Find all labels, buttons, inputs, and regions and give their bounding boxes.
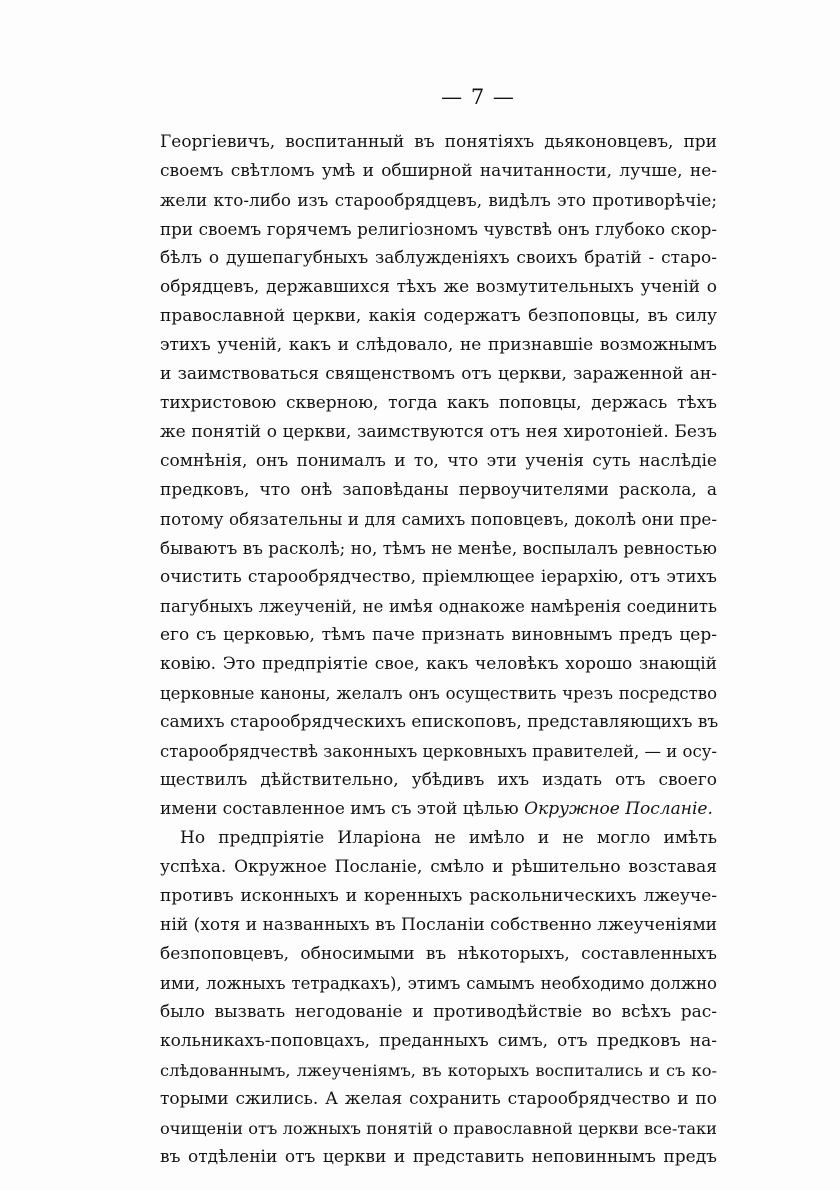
text-line: ими, ложныхъ тетрадкахъ), этимъ самымъ необходимо должно: [160, 974, 717, 993]
text-line: очистить старообрядчество, пріемлющее іерархію, отъ этихъ: [160, 567, 717, 587]
text-line: противъ исконныхъ и коренныхъ раскольническихъ лжеуче-: [160, 886, 717, 906]
page-number: — 7 —: [441, 85, 515, 109]
text-line: бѣлъ о душепагубныхъ заблужденіяхъ своихъ братій - старо-: [160, 248, 717, 268]
text-line: успѣха. Окружное Посланіе, смѣло и рѣшительно возставая: [160, 857, 717, 877]
text-line: сомнѣнія, онъ понималъ и то, что эти ученія суть наслѣдіе: [160, 451, 717, 471]
text-line: ковію. Это предпріятіе свое, какъ человѣкъ хорошо знающій: [160, 654, 717, 674]
text-line: пагубныхъ лжеученій, не имѣя однакоже намѣренія соединить: [160, 597, 717, 616]
text-line: кольникахъ-поповцахъ, преданныхъ симъ, отъ предковъ на-: [160, 1031, 717, 1051]
text-line: бываютъ въ расколѣ; но, тѣмъ не менѣе, воспылалъ ревностью: [160, 538, 717, 558]
text-line: этихъ ученій, какъ и слѣдовало, не признавшіе возможнымъ: [160, 335, 717, 355]
text-line: безпоповцевъ, обносимыми въ нѣкоторыхъ, составленныхъ: [160, 944, 717, 964]
text-line: Но предпріятіе Иларіона не имѣло и не могло имѣть: [180, 828, 717, 848]
text-line: потому обязательны и для самихъ поповцевъ, доколѣ они пре-: [160, 509, 717, 529]
text-line: его съ церковью, тѣмъ паче признать виновнымъ предъ цер-: [160, 625, 717, 645]
text-line: и заимствоваться священствомъ отъ церкви, зараженной ан-: [160, 364, 717, 384]
text-line: старообрядчествѣ законныхъ церковныхъ правителей, — и осу-: [160, 742, 717, 761]
paragraph-1: [160, 128, 717, 824]
text-line: торыми сжились. А желая сохранить старообрядчество и по: [160, 1089, 717, 1109]
text-line-final: [160, 795, 717, 824]
text-line: ществилъ дѣйствительно, убѣдивъ ихъ издать отъ своего: [160, 770, 717, 790]
text-line: тихристовою скверною, тогда какъ поповцы, держась тѣхъ: [160, 393, 717, 413]
text-line: церковные каноны, желалъ онъ осуществить чрезъ посредство: [160, 684, 717, 703]
text-line: въ отдѣленіи отъ церкви и представить неповиннымъ предъ: [160, 1147, 717, 1167]
text-line: самихъ старообрядческихъ епископовъ, представляющихъ въ: [160, 712, 719, 732]
text-line: слѣдованнымъ, лжеученіямъ, въ которыхъ воспитались и съ ко-: [160, 1061, 717, 1080]
text-line: предковъ, что онѣ заповѣданы первоучителями раскола, а: [160, 480, 717, 500]
text-line: же понятій о церкви, заимствуются отъ нея хиротоніей. Безъ: [160, 422, 717, 442]
text-line: своемъ свѣтломъ умѣ и обширной начитанности, лучше, не-: [160, 161, 717, 181]
text-line: обрядцевъ, державшихся тѣхъ же возмутительныхъ ученій о: [160, 277, 717, 297]
text-line: жели кто-либо изъ старообрядцевъ, видѣлъ это противорѣчіе;: [160, 190, 717, 210]
paragraph-2: [160, 824, 717, 1172]
text-line: православной церкви, какія содержатъ безпоповцы, въ силу: [160, 306, 717, 326]
text-line: при своемъ горячемъ религіозномъ чувствѣ онъ глубоко скор-: [160, 219, 717, 239]
text-line-prefix: имени составленное имъ съ этой цѣлью: [160, 799, 519, 819]
text-line: ній (хотя и названныхъ въ Посланіи собственно лжеученіями: [160, 915, 717, 935]
text-line: очищеніи отъ ложныхъ понятій о православной церкви все-таки: [160, 1119, 717, 1138]
page-text: [160, 128, 717, 1172]
document-title-italic: Окружное Посланіе.: [524, 799, 713, 819]
text-line: было вызвать негодованіе и противодѣйствіе во всѣхъ рас-: [160, 1002, 717, 1022]
text-line: Георгіевичъ, воспитанный въ понятіяхъ дьяконовцевъ, при: [160, 132, 717, 152]
